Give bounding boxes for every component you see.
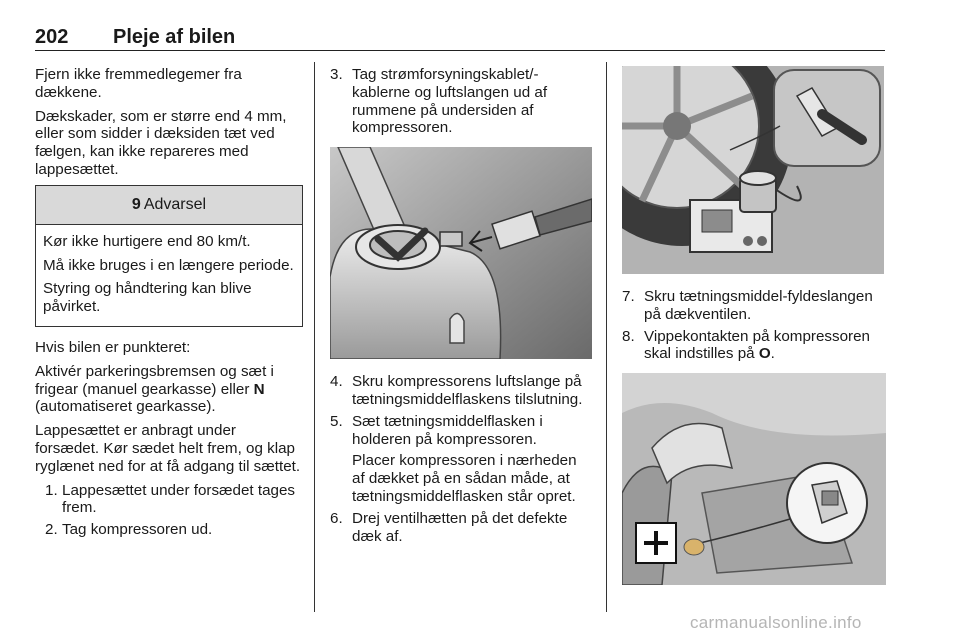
warning-line: Kør ikke hurtigere end 80 km/t.	[43, 232, 251, 250]
warning-body	[36, 225, 302, 326]
paragraph-kit-location: Lappesættet er anbragt under forsædet. Kør sædet helt frem, og klap ryglænet ned for at få adgang til sættet.	[35, 422, 301, 475]
step-5-note: Placer kompressoren i nærheden af dækket på en sådan måde, at tætningsmiddelflasken står opret.	[352, 452, 577, 505]
steps-list-3	[330, 373, 592, 545]
list-item: 4. Skru kompressorens luftslange på tætningsmiddelflaskens tilslutning.	[330, 373, 583, 408]
steps-list-1	[35, 482, 303, 539]
switch-position-o: O	[758, 345, 771, 363]
steps-list-4	[622, 288, 886, 363]
column-3	[622, 66, 886, 599]
steps-list-2	[330, 66, 592, 137]
page-number: 202	[35, 26, 69, 48]
list-item: 6. Drej ventilhætten på det defekte dæk af.	[330, 509, 568, 545]
list-item: 8. Vippekontakten på kompressoren skal indstilles på O.	[622, 327, 870, 363]
paragraph-if-punctured: Hvis bilen er punkteret:	[35, 338, 191, 356]
watermark: carmanualsonline.info	[690, 613, 862, 632]
list-item: 2. Tag kompressoren ud.	[45, 521, 213, 539]
warning-box	[35, 185, 303, 327]
warning-line: Må ikke bruges i en længere periode.	[43, 256, 294, 274]
gear-n: N	[253, 380, 265, 398]
paragraph-foreign-objects: Fjern ikke fremmedlegemer fra dækkene.	[35, 66, 242, 101]
compressor-switch-illustration	[622, 373, 886, 585]
list-item: 7. Skru tætningsmiddel-fyldeslangen på dækventilen.	[622, 288, 873, 323]
page-header	[35, 26, 885, 51]
column-divider-2	[606, 62, 607, 612]
page-title: Pleje af bilen	[113, 26, 236, 48]
paragraph-damage-size: Dækskader, som er større end 4 mm, eller som sidder i dæksiden tæt ved fælgen, kan ikke repareres med lappesættet.	[35, 107, 287, 178]
compressor-hose-illustration	[330, 147, 592, 359]
column-1	[35, 66, 303, 543]
tire-valve-illustration	[622, 66, 884, 274]
warning-title: Advarsel	[143, 195, 207, 213]
column-divider-1	[314, 62, 315, 612]
list-item: 5. Sæt tætningsmiddelflasken i holderen på kompressoren. Placer kompressoren i nærheden af dækket på en sådan måde, at tætningsmiddelflasken står opret.	[330, 413, 592, 506]
warning-header	[36, 186, 302, 225]
list-item: 3. Tag strømforsyningskablet/-kablerne og luftslangen ud af rummene på undersiden af kompressoren.	[330, 66, 548, 137]
paragraph-parking-brake: Aktivér parkeringsbremsen og sæt i frigear (manuel gearkasse) eller N (automatiseret gearkasse).	[35, 362, 274, 416]
list-item: 1. Lappesættet under forsædet tages frem.	[45, 481, 296, 517]
warning-line: Styring og håndtering kan blive påvirket.	[43, 280, 252, 316]
column-2	[330, 66, 592, 549]
warning-icon: 9	[131, 195, 141, 213]
